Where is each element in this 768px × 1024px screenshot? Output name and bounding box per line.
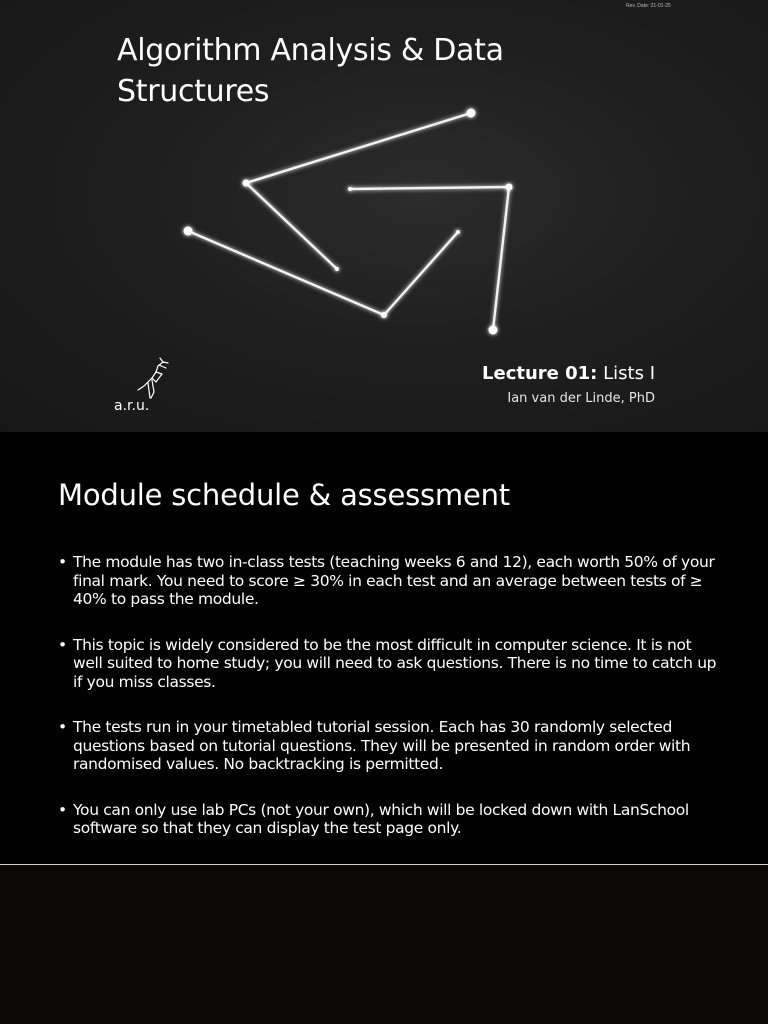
- bullet-item: • You can only use lab PCs (not your own), which will be locked down with LanSchool software so that they can display the test page only.: [58, 801, 718, 838]
- title-slide: [0, 0, 768, 432]
- author-name: Ian van der Linde, PhD: [507, 391, 655, 406]
- lecture-heading: [482, 363, 655, 384]
- star-point: [456, 230, 460, 234]
- slide-title: Algorithm Analysis & Data Structures: [117, 33, 504, 109]
- bullet-list: [58, 553, 718, 865]
- star-point: [381, 312, 387, 318]
- star-point: [184, 227, 193, 236]
- star-point: [348, 187, 352, 191]
- revision-date: Rev. Date: 21-01-25: [626, 3, 671, 9]
- logo-text: a.r.u.: [114, 398, 150, 414]
- star-point: [335, 267, 339, 271]
- empty-page-area: [0, 865, 768, 1024]
- star-point: [506, 184, 513, 191]
- heron-icon: [130, 356, 170, 400]
- university-logo: [112, 356, 172, 418]
- content-slide-title: Module schedule & assessment: [58, 478, 510, 512]
- bullet-item: • This topic is widely considered to be the most difficult in computer science. It is not well suited to home study; you will need to ask questions. There is no time to catch up if you miss classes.: [58, 636, 718, 692]
- bullet-item: • The tests run in your timetabled tutorial session. Each has 30 randomly selected questions based on tutorial questions. They will be presented in random order with randomised values. No backtracking is permitted.: [58, 718, 718, 774]
- bullet-item: • The module has two in-class tests (teaching weeks 6 and 12), each worth 50% of your final mark. You need to score ≥ 30% in each test and an average between tests of ≥ 40% to pass the module.: [58, 553, 718, 609]
- content-slide: [0, 432, 768, 864]
- lecture-label: Lecture 01:: [482, 363, 598, 384]
- star-point: [489, 326, 498, 335]
- lecture-topic: Lists I: [603, 363, 655, 384]
- star-point: [243, 180, 250, 187]
